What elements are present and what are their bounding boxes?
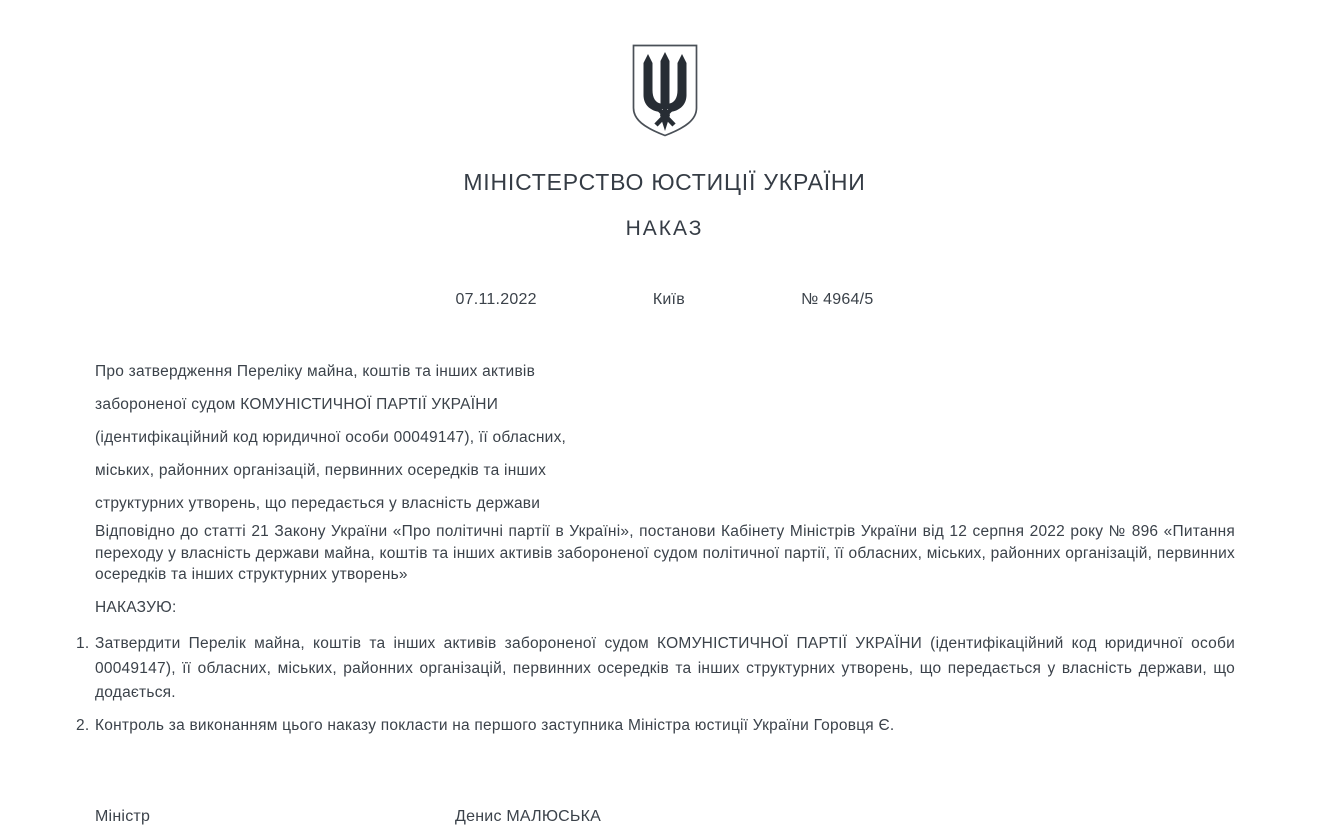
subject-line: забороненої судом КОМУНІСТИЧНОЇ ПАРТІЇ УКРАЇНИ bbox=[95, 396, 499, 413]
order-item-number: 2. bbox=[76, 716, 90, 734]
order-item-2 bbox=[76, 714, 1235, 739]
preamble-paragraph: Відповідно до статті 21 Закону України «Про політичні партії в Україні», постанови Кабінету Міністрів України від 12 серпня 2022 року № 896 «Питання переходу у власність держави майна, коштів та інших активів забороненої судом політичної партії, її обласних, міських, районних організацій, первинних осередків та інших структурних утворень» bbox=[95, 523, 1235, 583]
document-city: Київ bbox=[652, 291, 685, 308]
order-item-1 bbox=[76, 632, 1235, 706]
subject-line: (ідентифікаційний код юридичної особи 00049147), її обласних, bbox=[95, 429, 567, 446]
order-item-text: Затвердити Перелік майна, коштів та інших активів забороненої судом КОМУНІСТИЧНОЇ ПАРТІЇ УКРАЇНИ (ідентифікаційний код юридичної особи 00049147), її обласних, міських, районних організацій, первинних осередків та інших структурних утворень, що передається у власність держави, що додається. bbox=[95, 635, 1235, 701]
document-number: № 4964/5 bbox=[801, 291, 874, 308]
document-type-heading: НАКАЗ bbox=[625, 217, 704, 240]
signature-row bbox=[95, 808, 1235, 826]
signer-title: Міністр bbox=[95, 808, 151, 825]
coat-of-arms-ukraine-icon bbox=[630, 43, 700, 143]
signer-name: Денис МАЛЮСЬКА bbox=[455, 808, 602, 825]
ministry-title: МІНІСТЕРСТВО ЮСТИЦІЇ УКРАЇНИ bbox=[463, 169, 866, 195]
order-list bbox=[76, 632, 1235, 738]
subject-line: структурних утворень, що передається у власність держави bbox=[95, 495, 541, 512]
subject-line: Про затвердження Переліку майна, коштів та інших активів bbox=[95, 363, 536, 380]
order-heading: НАКАЗУЮ: bbox=[95, 598, 177, 616]
document-header bbox=[12, 0, 1317, 309]
document-body bbox=[0, 355, 1305, 826]
document-date: 07.11.2022 bbox=[455, 291, 537, 308]
subject-line: міських, районних організацій, первинних осередків та інших bbox=[95, 462, 547, 479]
subject-block bbox=[95, 355, 1235, 520]
order-item-number: 1. bbox=[76, 635, 90, 652]
order-item-text: Контроль за виконанням цього наказу покласти на першого заступника Міністра юстиції України Горовця Є. bbox=[95, 716, 895, 734]
date-row bbox=[456, 291, 874, 309]
